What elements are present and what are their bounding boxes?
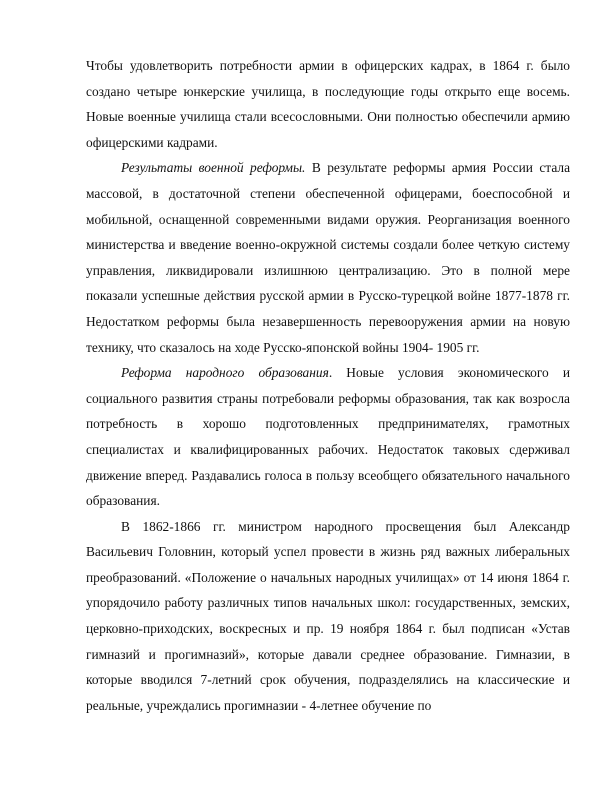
paragraph-education-reform: [86, 360, 570, 514]
paragraph-golovnin: В 1862-1866 гг. министром народного просвещения был Александр Васильевич Головнин, который успел провести в жизнь ряд важных либеральных преобразований. «Положение о начальных народных училищах» от 14 июня 1864 г. упорядочило работу различных типов начальных школ: государственных, земских, церковно-приходских, воскресных и пр. 19 ноября 1864 г. был подписан «Устав гимназий и прогимназий», которые давали среднее образование. Гимназии, в которые вводился 7-летний срок обучения, подразделялись на классические и реальные, учреждались прогимназии - 4-летнее обучение по: [86, 518, 570, 713]
paragraph-text-education-reform: . Новые условия экономического и социального развития страны потребовали реформы образования, так как возросла потребность в хорошо подготовленных предпринимателях, грамотных специалистах и квалифицированных рабочих. Недостаток таковых сдерживал движение вперед. Раздавались голоса в пользу всеобщего обязательного начального образования.: [86, 365, 570, 509]
paragraph-text-military-reform: В результате реформы армия России стала массовой, в достаточной степени обеспеченной офицерами, боеспособной и мобильной, оснащенной современными видами оружия. Реорганизация военного министерства и введение военно-окружной системы создали более четкую систему управления, ликвидировали излишнюю централизацию. Это в полной мере показали успешные действия русской армии в Русско-турецкой войне 1877-1878 гг. Недостатком реформы была незавершенность перевооружения армии на новую технику, что сказалось на ходе Русско-японской войны 1904- 1905 гг.: [86, 160, 571, 355]
document-page: [86, 53, 570, 718]
paragraph-military-reform-results: [86, 155, 570, 360]
paragraph-officer-schools: Чтобы удовлетворить потребности армии в офицерских кадрах, в 1864 г. было создано четыре юнкерские училища, в последующие годы открыто еще восемь. Новые военные училища стали всесословными. Они полностью обеспечили армию офицерскими кадрами.: [86, 58, 570, 150]
paragraph-heading-education-reform: Реформа народного образования: [121, 365, 329, 381]
paragraph-heading-military-reform: Результаты военной реформы.: [121, 160, 306, 176]
